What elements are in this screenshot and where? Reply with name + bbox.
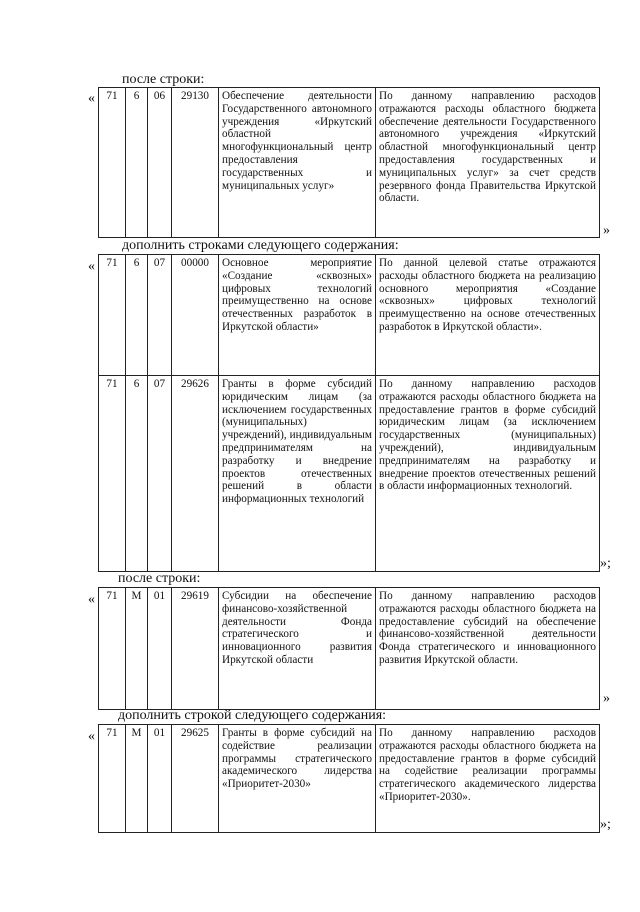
code-cell: 01 [148, 725, 172, 833]
code-cell: 6 [126, 88, 148, 238]
description-cell: По данному направлению расходов отражаются расходы областного бюджета на предоставление грантов в форме субсидий юридическим лицам (за исключением государственных (муниципальных) учреждений), индивидуальным предпринимателям на разработку и внедрение проектов отечественных решений в области информационных технологий. [376, 376, 600, 572]
name-cell: Обеспечение деятельности Государственного автономного учреждения «Иркутский областной многофункциональный центр предоставления государственных и муниципальных услуг» [219, 88, 376, 238]
code-cell: 6 [126, 376, 148, 572]
table-row [99, 376, 600, 572]
code-cell: М [126, 725, 148, 833]
open-quote: « [88, 592, 95, 607]
name-cell: Гранты в форме субсидий на содействие реализации программы стратегического академического лидерства «Приоритет-2030» [219, 725, 376, 833]
code-cell: 71 [99, 588, 126, 710]
code-cell: 07 [148, 376, 172, 572]
heading-after-row: после строки: [118, 571, 201, 586]
close-quote: » [603, 691, 610, 706]
table-row [99, 588, 600, 710]
code-cell: 01 [148, 588, 172, 710]
table-row [99, 255, 600, 376]
heading-add-rows: дополнить строками следующего содержания: [122, 238, 399, 253]
code-cell: М [126, 588, 148, 710]
budget-table-4 [98, 724, 600, 833]
name-cell: Основное мероприятие «Создание «сквозных» цифровых технологий преимущественно на основе отечественных разработок в Иркутской области» [219, 255, 376, 376]
name-cell: Гранты в форме субсидий юридическим лицам (за исключением государственных (муниципальных) учреждений), индивидуальным предпринимателям на разработку и внедрение проектов отечественных решений в области информационных технологий [219, 376, 376, 572]
close-quote-semicolon: »; [600, 817, 611, 832]
description-cell: По данному направлению расходов отражаются расходы областного бюджета обеспечение деятельности Государственного автономного учреждения «Иркутский областной многофункциональный центр предоставления государственных и муниципальных услуг» за счет средств резервного фонда Правительства Иркутской области. [376, 88, 600, 238]
description-cell: По данной целевой статье отражаются расходы областного бюджета на реализацию основного мероприятия «Создание «сквозных» цифровых технологий преимущественно на основе отечественных разработок в Иркутской области». [376, 255, 600, 376]
open-quote: « [88, 91, 95, 106]
code-cell: 6 [126, 255, 148, 376]
close-quote: » [603, 223, 610, 238]
code-cell: 71 [99, 88, 126, 238]
open-quote: « [88, 259, 95, 274]
heading-add-row: дополнить строкой следующего содержания: [118, 708, 387, 723]
budget-table-1 [98, 87, 600, 238]
budget-table-2 [98, 254, 600, 572]
code-cell: 06 [148, 88, 172, 238]
name-cell: Субсидии на обеспечение финансово-хозяйственной деятельности Фонда стратегического и инновационного развития Иркутской области [219, 588, 376, 710]
code-cell: 29626 [172, 376, 219, 572]
description-cell: По данному направлению расходов отражаются расходы областного бюджета на предоставление грантов в форме субсидий на содействие реализации программы стратегического академического лидерства «Приоритет-2030». [376, 725, 600, 833]
code-cell: 29625 [172, 725, 219, 833]
code-cell: 07 [148, 255, 172, 376]
table-row [99, 725, 600, 833]
heading-after-row: после строки: [122, 72, 205, 87]
description-cell: По данному направлению расходов отражаются расходы областного бюджета на предоставление субсидий на обеспечение финансово-хозяйственной деятельности Фонда стратегического и инновационного развития Иркутской области. [376, 588, 600, 710]
code-cell: 71 [99, 376, 126, 572]
code-cell: 71 [99, 725, 126, 833]
code-cell: 71 [99, 255, 126, 376]
code-cell: 29619 [172, 588, 219, 710]
code-cell: 29130 [172, 88, 219, 238]
table-row [99, 88, 600, 238]
budget-table-3 [98, 587, 600, 710]
open-quote: « [88, 729, 95, 744]
code-cell: 00000 [172, 255, 219, 376]
close-quote-semicolon: »; [600, 556, 611, 571]
